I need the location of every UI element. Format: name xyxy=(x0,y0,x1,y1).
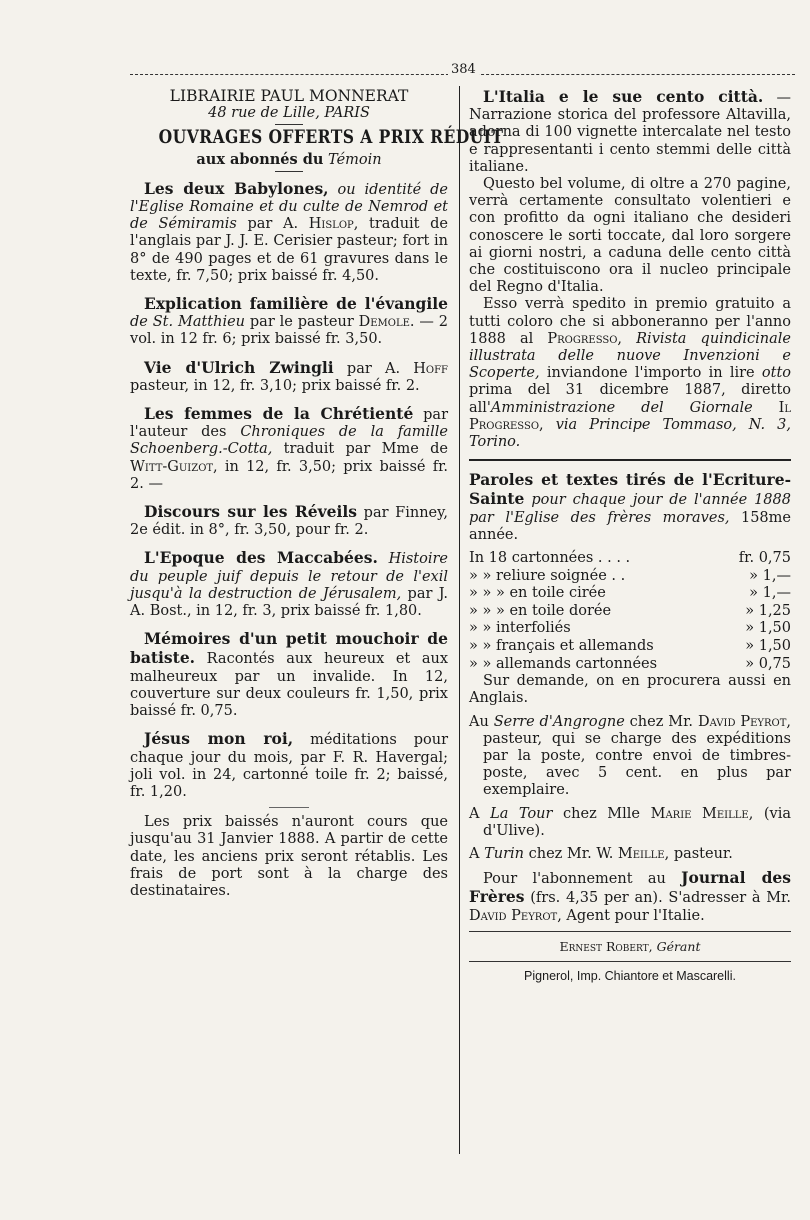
paroles-title: Paroles et textes tirés de l'Ecriture-Sainte xyxy=(469,470,791,509)
price-row xyxy=(469,656,791,674)
price-row xyxy=(469,550,791,568)
paroles-notice: Paroles et textes tirés de l'Ecriture-Sainte pour chaque jour de l'année 1888 par l'Eglise des frères moraves, 158me année. xyxy=(469,470,791,543)
book-title: Mémoires d'un petit mouchoir de batiste. xyxy=(130,629,448,668)
price-label: » » » en toile dorée xyxy=(469,602,612,619)
price-label: » » allemands cartonnées xyxy=(469,655,658,672)
publisher-address: 48 rue de Lille, PARIS xyxy=(208,105,370,122)
price-table xyxy=(469,550,791,673)
turin-address: A Turin chez Mr. W. Meille, pasteur. xyxy=(469,846,733,863)
abonnement-notice: Pour l'abonnement au Journal des Frères (frs. 4,35 per an). S'adresser à Mr. David Peyrot, Agent pour l'Italie. xyxy=(469,868,792,924)
price-value: » 1,50 xyxy=(745,620,791,637)
offer-heading: OUVRAGES OFFERTS A PRIX RÉDUIT xyxy=(158,126,504,149)
italia-premium: Esso verrà spedito in premio gratuito a tutti coloro che si abboneranno per l'anno 1888 al Progresso, Rivista quindicinale illustrata delle nuove Invenzioni e Scoperte, inviandone l'importo in lire otto prima del 31 dicembre 1887, diretto all'Amministrazione del Giornale Il Progresso, via Principe Tommaso, N. 3, Torino. xyxy=(469,296,792,451)
footer-rule xyxy=(469,931,791,932)
page-number: 384 xyxy=(448,62,479,77)
sur-demande: Sur demande, on en procurera aussi en Anglais. xyxy=(469,673,791,707)
price-value: » 1,— xyxy=(749,585,791,602)
book-title: L'Epoque des Maccabées. xyxy=(144,548,378,568)
price-value: » 0,75 xyxy=(745,655,791,672)
closing-notice: Les prix baissés n'auront cours que jusqu'au 31 Janvier 1888. A partir de cette date, les anciens prix seront rétablis. Les frais de port sont à la charge des destinataires. xyxy=(130,814,448,899)
book-entry: Les femmes de la Chrétienté par l'auteur des Chroniques de la famille Schoenberg.-Cotta, traduit par Mme de Witt-Guizot, in 12, fr. 3,50; prix baissé fr. 2. — xyxy=(130,404,449,492)
footer-rule xyxy=(469,961,791,962)
book-entry: Vie d'Ulrich Zwingli par A. Hoff pasteur, in 12, fr. 3,10; prix baissé fr. 2. xyxy=(130,357,448,394)
price-label: » » » en toile cirée xyxy=(469,585,606,602)
section-rule xyxy=(469,459,791,461)
price-value: » 1,— xyxy=(749,567,791,584)
italia-notice: L'Italia e le sue cento città. — Narrazione storica del professore Altavilla, adorna di 100 vignette intercalate nel testo e rappresentanti i cento stemmi delle città italiane. xyxy=(469,87,791,175)
publisher-name: LIBRAIRIE PAUL MONNERAT xyxy=(169,87,409,105)
book-entry: Discours sur les Réveils par Finney, 2e édit. in 8°, fr. 3,50, pour fr. 2. xyxy=(130,502,448,539)
book-entry: L'Epoque des Maccabées. Histoire du peuple juif depuis le retour de l'exil jusqu'à la destruction de Jérusalem, par J. A. Bost., in 12, fr. 3, prix baissé fr. 1,80. xyxy=(130,548,448,620)
subheading-rule xyxy=(275,171,303,172)
price-label: In 18 cartonnées . . . . xyxy=(469,550,631,567)
price-label: » » reliure soignée . . xyxy=(469,567,626,584)
book-title: Explication familière de l'évangile xyxy=(144,294,448,314)
price-row xyxy=(469,568,791,586)
price-row xyxy=(469,620,791,638)
italia-description: Questo bel volume, di oltre a 270 pagine, verrà certamente consultato volentieri e con profitto da ogni italiano che desideri conoscere le sorti toccate, dal loro sorgere ai giorni nostri, a caduna delle cento città che costituiscono ora il nucleo principale del Regno d'Italia. xyxy=(469,176,791,296)
latour-address: A La Tour chez Mlle Marie Meille, (via d'Ulive). xyxy=(469,805,792,839)
price-value: » 1,50 xyxy=(745,638,791,655)
left-column xyxy=(130,87,504,900)
book-title: Vie d'Ulrich Zwingli xyxy=(144,357,334,377)
book-title: Discours sur les Réveils xyxy=(144,502,358,522)
book-entry: Les deux Babylones, ou identité de l'Eglise Romaine et du culte de Nemrod et de Sémiramis par A. Hislop, traduit de l'anglais par J. J. E. Cerisier pasteur; fort in 8° de 490 pages et de 61 gravures dans le texte, fr. 7,50; prix baissé fr. 4,50. xyxy=(130,178,449,284)
address-rule xyxy=(275,124,303,125)
book-title: Les deux Babylones, xyxy=(144,178,329,198)
price-label: » » français et allemands xyxy=(469,638,654,655)
price-label: » » interfoliés xyxy=(469,620,571,637)
right-column xyxy=(469,88,791,985)
price-row xyxy=(469,585,791,603)
gerant-line: Ernest Robert, Gérant xyxy=(559,938,701,954)
book-title: Jésus mon roi, xyxy=(144,729,294,749)
book-title: Les femmes de la Chrétienté xyxy=(144,404,414,424)
italia-title: L'Italia e le sue cento città. xyxy=(483,87,764,106)
book-entry: Jésus mon roi, méditations pour chaque jour du mois, par F. R. Havergal; joli vol. in 24, cartonné toile fr. 2; baissé, fr. 1,20. xyxy=(130,729,449,800)
price-row xyxy=(469,638,791,656)
book-entry: Explication familière de l'évangile de St. Matthieu par le pasteur Demole. — 2 vol. in 12 fr. 6; prix baissé fr. 3,50. xyxy=(130,294,449,348)
price-value: » 1,25 xyxy=(745,602,791,619)
price-value: fr. 0,75 xyxy=(738,550,791,567)
angrogne-address: Au Serre d'Angrogne chez Mr. David Peyrot, pasteur, qui se charge des expéditions par la poste, contre envoi de timbres-poste, avec 5 cent. en plus par exemplaire. xyxy=(469,713,792,799)
book-entry: Mémoires d'un petit mouchoir de batiste. Racontés aux heureux et aux malheureux par un invalide. In 12, couverture sur deux couleurs fr. 1,50, prix baissé fr. 0,75. xyxy=(130,629,448,720)
section-separator xyxy=(269,807,309,808)
price-row xyxy=(469,603,791,621)
column-divider xyxy=(459,86,460,1154)
offer-subheading: aux abonnés du Témoin xyxy=(196,150,382,168)
printer-line: Pignerol, Imp. Chiantore et Mascarelli. xyxy=(524,969,736,984)
